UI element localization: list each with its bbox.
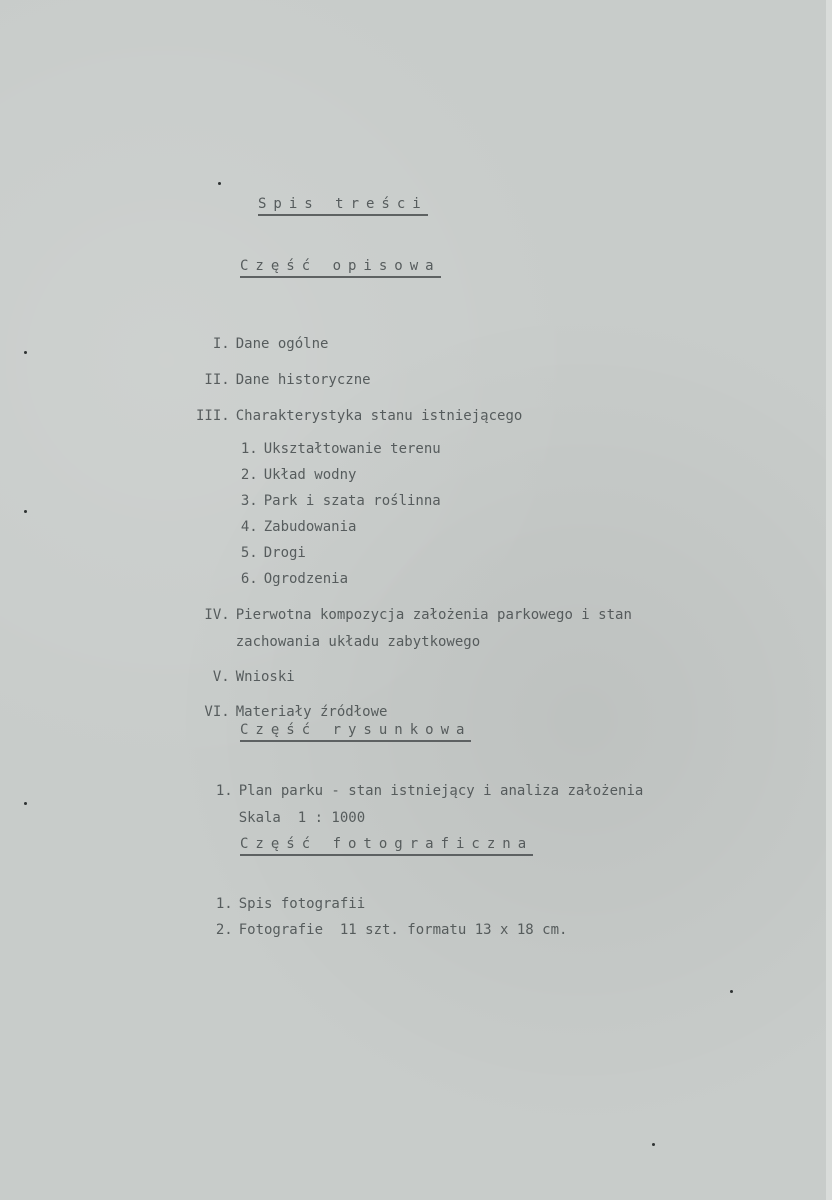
toc-number: V. xyxy=(212,669,230,685)
page-title: Spis treści xyxy=(258,196,428,216)
toc-number: 1. xyxy=(215,783,233,799)
toc-number: III. xyxy=(196,408,230,424)
paper-speck xyxy=(24,510,27,513)
toc-label: Wnioski xyxy=(235,669,295,685)
toc-label: Fotografie 11 szt. formatu 13 x 18 cm. xyxy=(238,922,568,938)
toc-number: 6. xyxy=(240,571,258,587)
toc-label: Plan parku - stan istniejący i analiza założenia xyxy=(238,783,644,799)
toc-photo-item-2 xyxy=(175,906,567,954)
toc-label: Drogi xyxy=(263,545,306,561)
toc-number: 4. xyxy=(240,519,258,535)
section-heading-fotograficzna: Część fotograficzna xyxy=(240,836,533,856)
paper-speck xyxy=(218,182,221,185)
toc-label: Układ wodny xyxy=(263,467,357,483)
toc-label: Skala 1 : 1000 xyxy=(238,810,366,826)
paper-speck xyxy=(652,1143,655,1146)
toc-number: 5. xyxy=(240,545,258,561)
toc-label: Zabudowania xyxy=(263,519,357,535)
toc-label: Pierwotna kompozycja założenia parkowego i stan xyxy=(235,607,632,623)
toc-label: Charakterystyka stanu istniejącego xyxy=(235,408,523,424)
toc-label: zachowania układu zabytkowego xyxy=(235,634,481,650)
toc-number: II. xyxy=(204,372,230,388)
section-heading-opisowa: Część opisowa xyxy=(240,258,441,278)
toc-label: Materiały źródłowe xyxy=(235,704,388,720)
toc-label: Spis fotografii xyxy=(238,896,366,912)
toc-label: Park i szata roślinna xyxy=(263,493,441,509)
toc-number: 2. xyxy=(215,922,233,938)
toc-number: 3. xyxy=(240,493,258,509)
toc-number: IV. xyxy=(204,607,230,623)
toc-label: Ukształtowanie terenu xyxy=(263,441,441,457)
section-heading-rysunkowa: Część rysunkowa xyxy=(240,722,471,742)
toc-drawing-item-1-continued xyxy=(175,794,365,842)
toc-label: Ogrodzenia xyxy=(263,571,349,587)
toc-label: Dane historyczne xyxy=(235,372,371,388)
toc-label: Dane ogólne xyxy=(235,336,329,352)
paper-speck xyxy=(24,802,27,805)
toc-number: I. xyxy=(212,336,230,352)
paper-speck xyxy=(730,990,733,993)
toc-number: 2. xyxy=(240,467,258,483)
toc-number: 1. xyxy=(240,441,258,457)
toc-number: 1. xyxy=(215,896,233,912)
toc-number: VI. xyxy=(204,704,230,720)
paper-speck xyxy=(24,351,27,354)
